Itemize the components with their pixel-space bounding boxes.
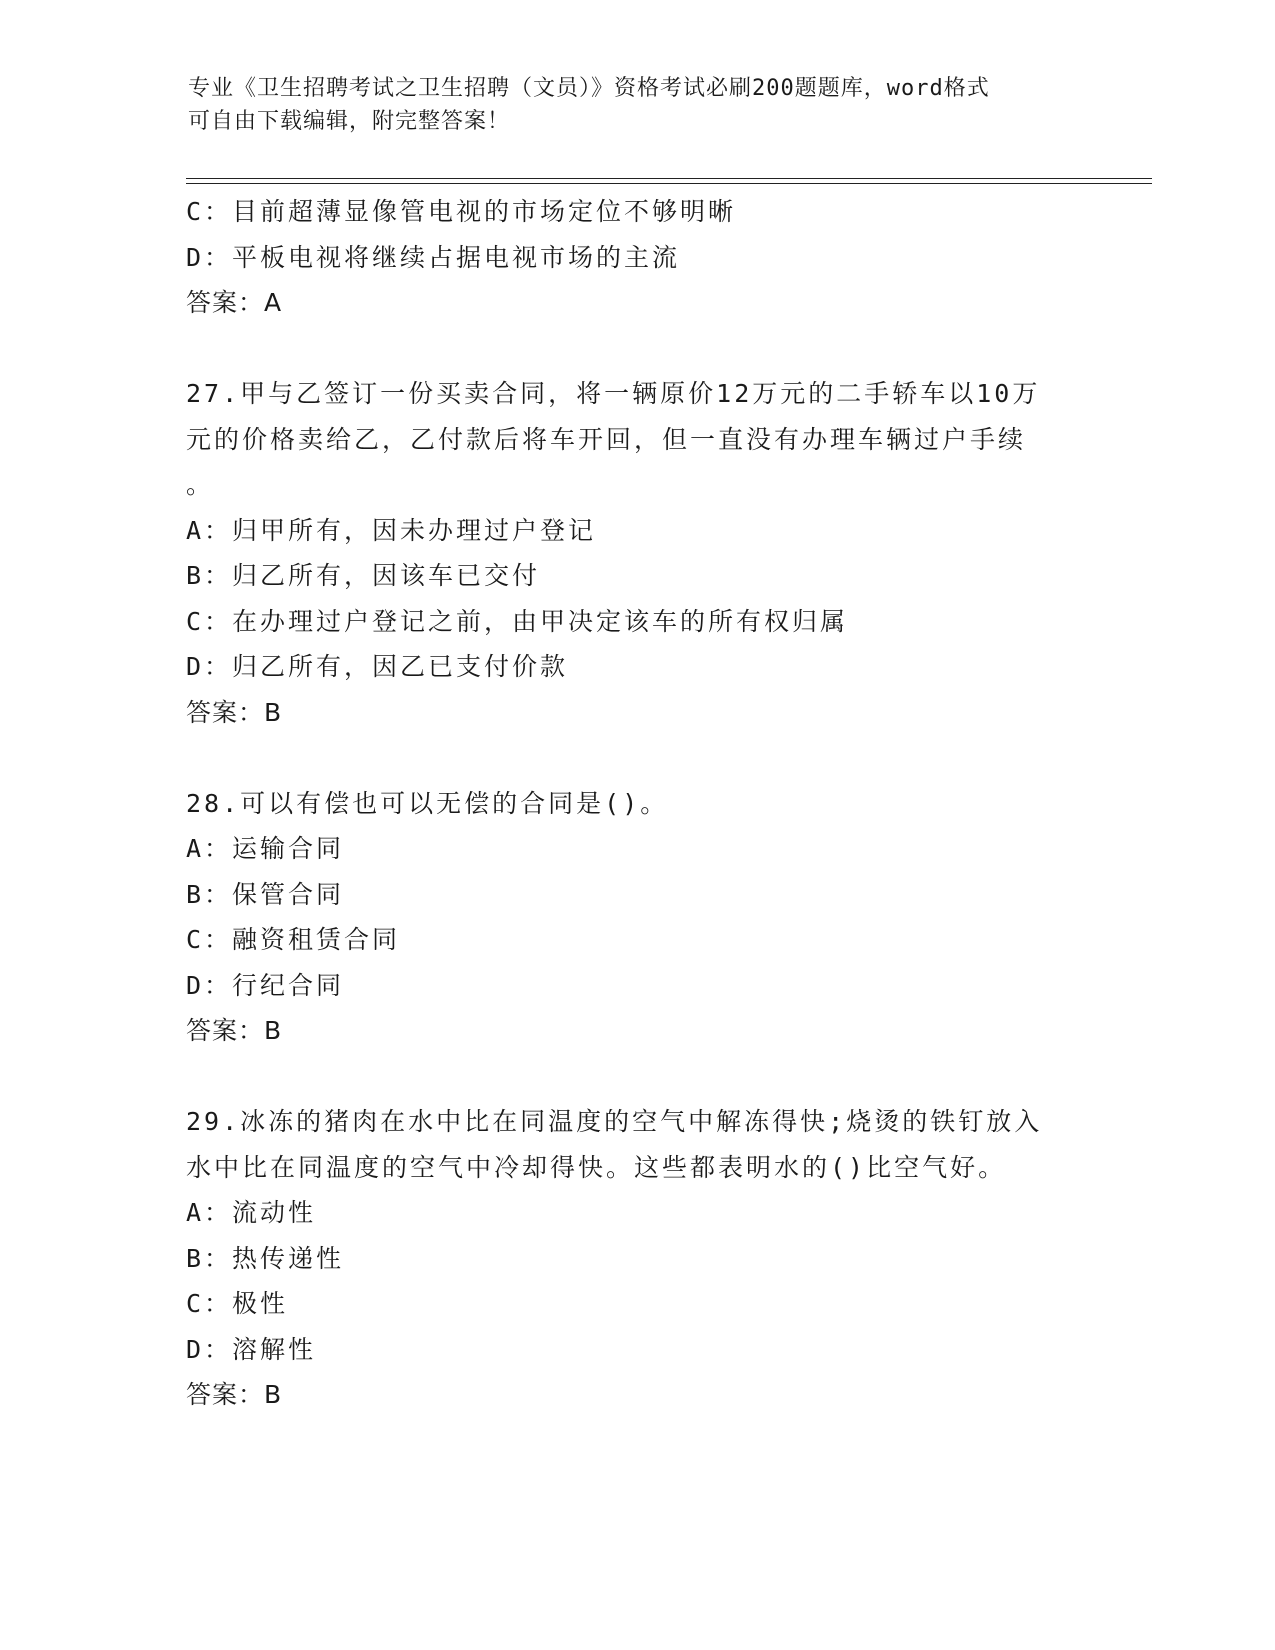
option-d: D：行纪合同 xyxy=(186,970,345,1000)
option-a: A：流动性 xyxy=(186,1198,317,1227)
option-d: D：平板电视将继续占据电视市场的主流 xyxy=(186,242,681,272)
option-d: D：归乙所有，因乙已支付价款 xyxy=(186,652,569,681)
option-a: A：归甲所有，因未办理过户登记 xyxy=(186,515,597,545)
answer-line: 答案：B xyxy=(186,697,283,727)
answer-line: 答案：A xyxy=(186,288,283,317)
question-stem: 27.甲与乙签订一份买卖合同，将一辆原价12万元的二手轿车以10万 xyxy=(186,379,1041,408)
header-divider-bottom xyxy=(186,183,1152,184)
question-list xyxy=(186,189,1086,1418)
answer-line: 答案：B xyxy=(186,1380,283,1409)
header-divider-top xyxy=(186,178,1152,179)
header-line-2: 可自由下载编辑，附完整答案！ xyxy=(188,109,511,134)
answer-line: 答案：B xyxy=(186,1016,283,1045)
option-c: C：融资租赁合同 xyxy=(186,925,401,954)
option-b: B：热传递性 xyxy=(186,1243,345,1273)
option-c: C：极性 xyxy=(186,1289,289,1318)
document-header xyxy=(188,72,1088,138)
question-28 xyxy=(186,781,1086,1054)
option-b: B：归乙所有，因该车已交付 xyxy=(186,561,541,590)
question-stem: 。 xyxy=(186,470,215,499)
option-c: C：目前超薄显像管电视的市场定位不够明晰 xyxy=(186,197,737,226)
option-b: B：保管合同 xyxy=(186,879,345,909)
option-a: A：运输合同 xyxy=(186,834,345,863)
question-stem: 28.可以有偿也可以无偿的合同是()。 xyxy=(186,788,669,818)
option-d: D：溶解性 xyxy=(186,1334,317,1364)
question-27 xyxy=(186,371,1086,735)
question-stem: 元的价格卖给乙，乙付款后将车开回，但一直没有办理车辆过户手续 xyxy=(186,424,1027,454)
question-29 xyxy=(186,1099,1086,1418)
header-line-1: 专业《卫生招聘考试之卫生招聘（文员）》资格考试必刷200题题库，word格式 xyxy=(188,76,990,101)
question-stem: 水中比在同温度的空气中冷却得快。这些都表明水的()比空气好。 xyxy=(186,1152,1007,1182)
spacer xyxy=(186,326,1086,372)
question-stem: 29.冰冻的猪肉在水中比在同温度的空气中解冻得快;烧烫的铁钉放入 xyxy=(186,1107,1043,1136)
spacer xyxy=(186,1054,1086,1100)
spacer xyxy=(186,735,1086,781)
continued-question xyxy=(186,189,1086,326)
option-c: C：在办理过户登记之前，由甲决定该车的所有权归属 xyxy=(186,606,849,636)
